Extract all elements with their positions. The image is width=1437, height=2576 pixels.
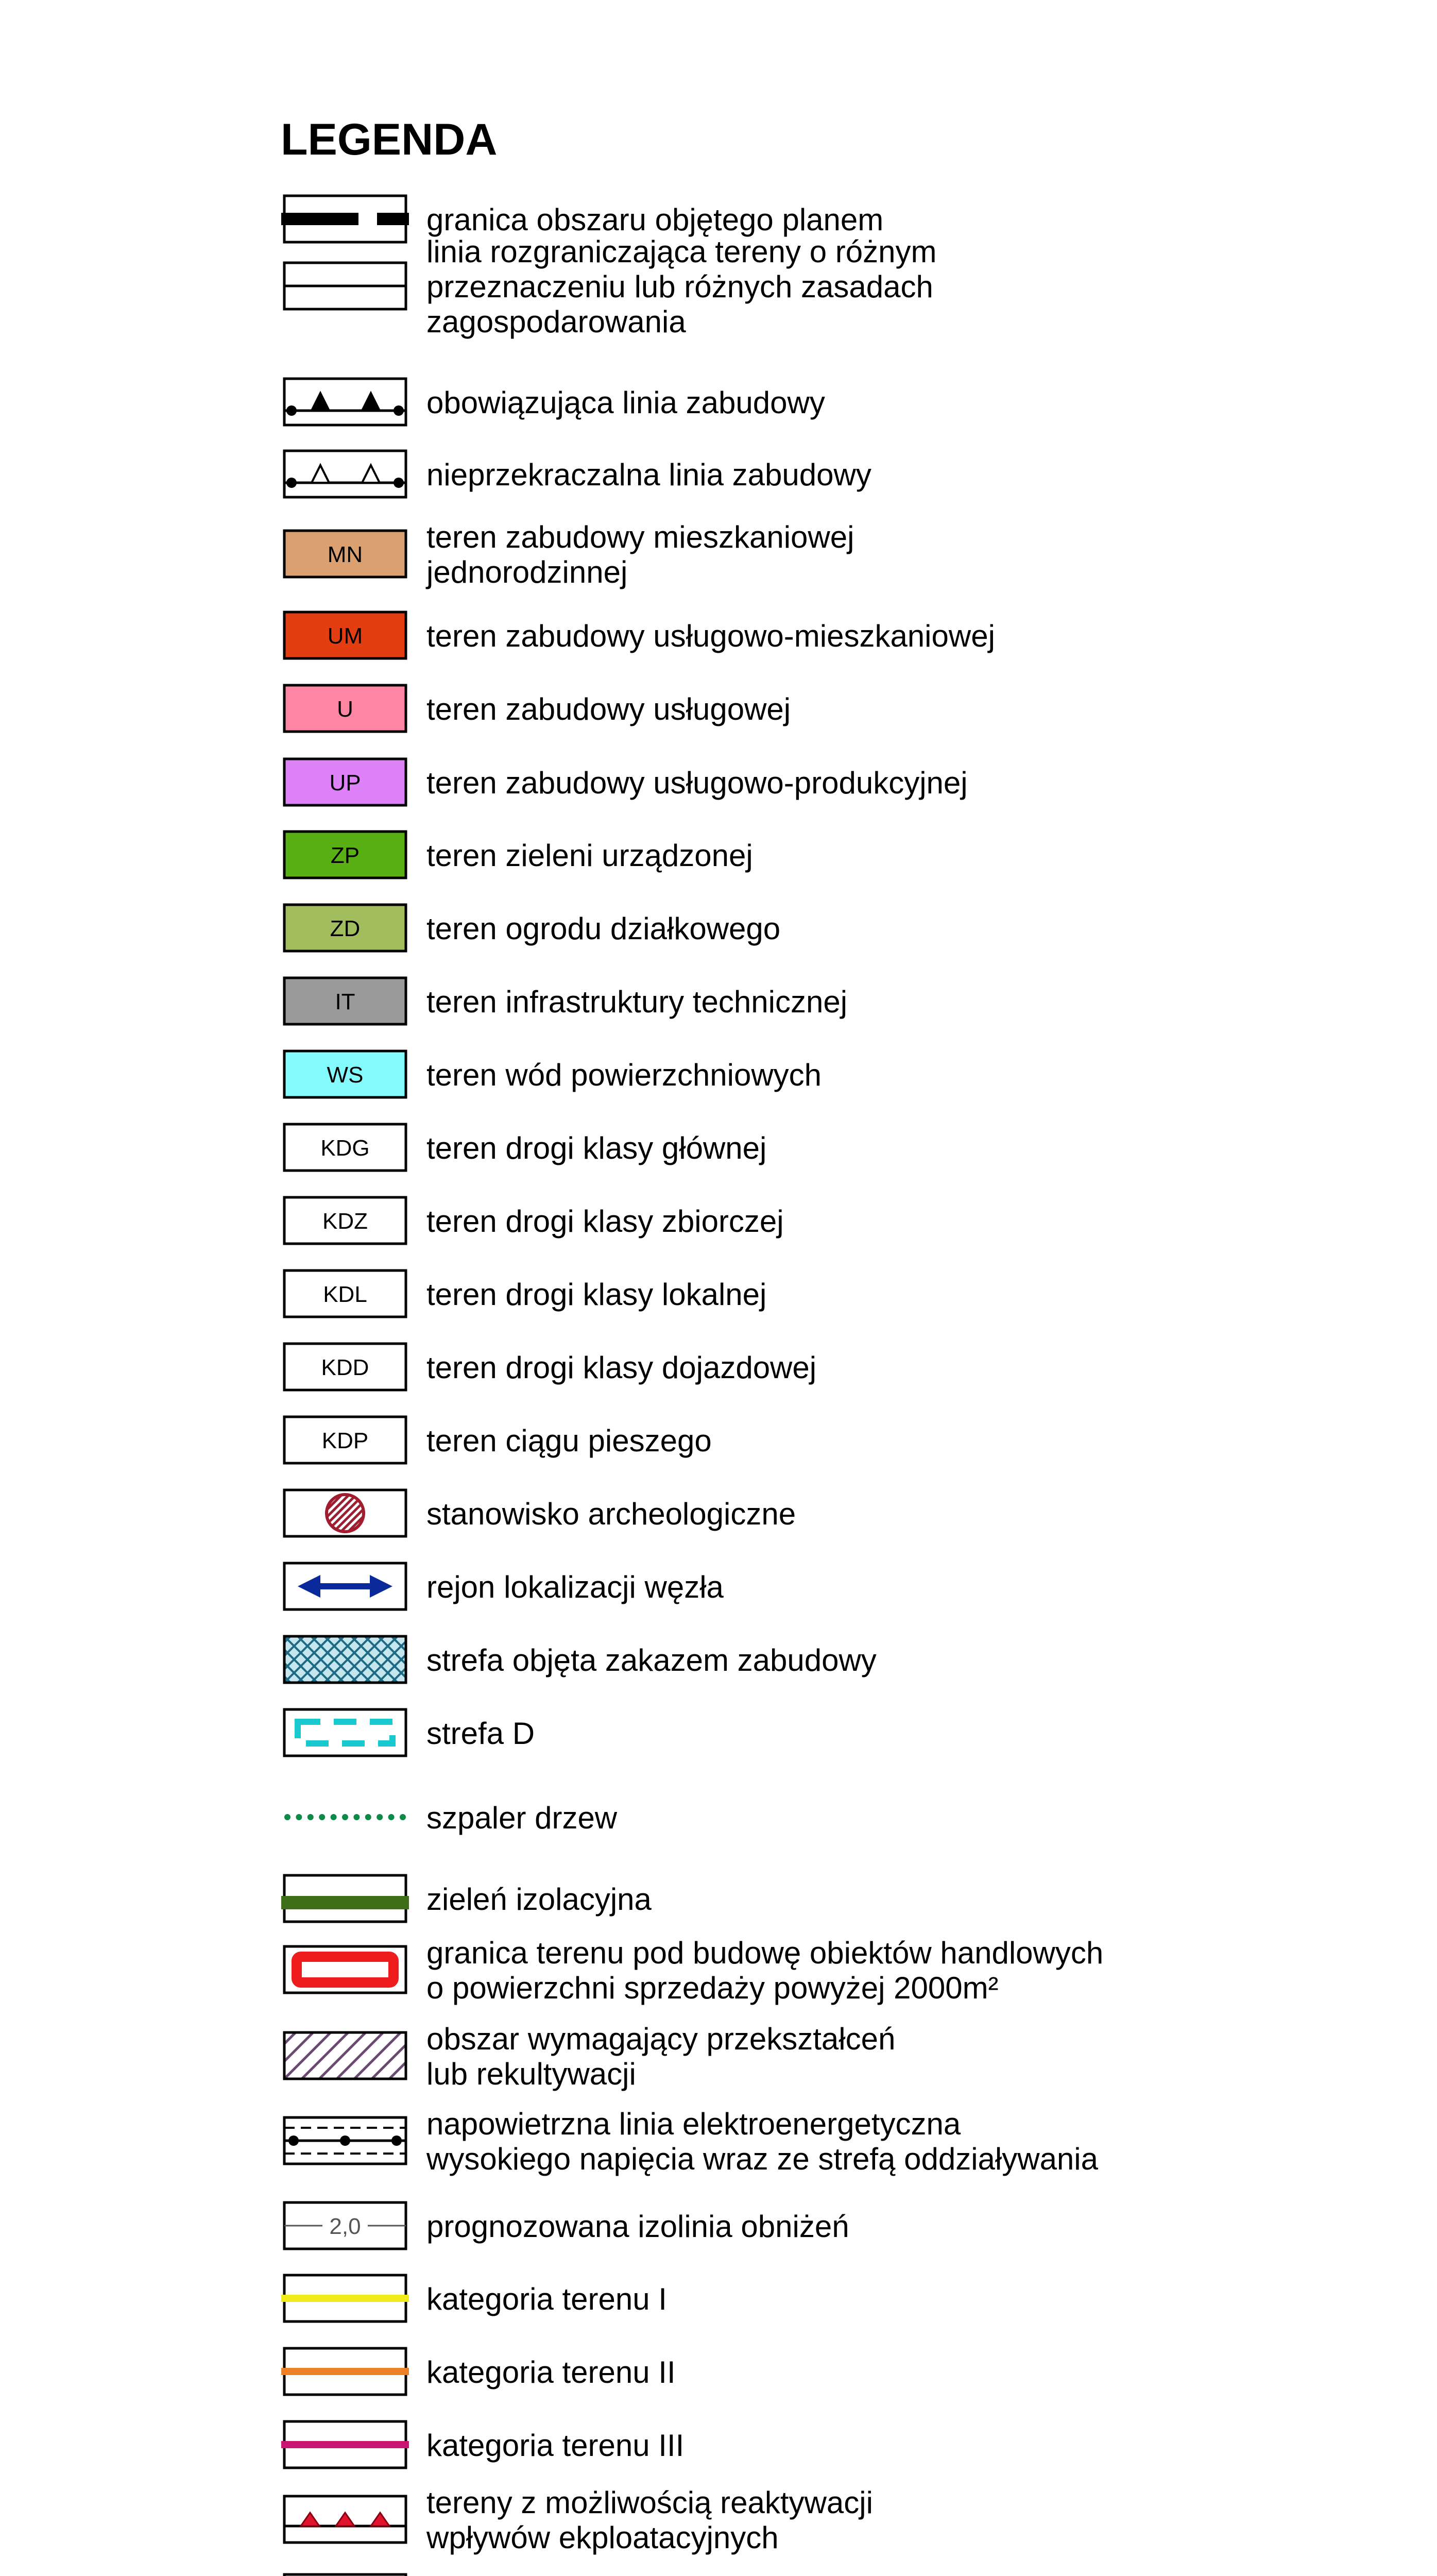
mandatory-building-line-icon [284, 379, 406, 425]
isoline-value-label: 2,0 [329, 2214, 361, 2239]
line-icon [281, 2421, 409, 2468]
legend-item [284, 1124, 766, 1171]
legend-item [284, 1270, 766, 1317]
isoline-icon [284, 2202, 406, 2249]
legend-item [283, 1490, 796, 1536]
legend-label: szpaler drzew [426, 1801, 618, 1835]
legend-label: napowietrzna linia elektroenergetyczna [426, 2107, 961, 2141]
zone-code-label: IT [335, 989, 355, 1014]
legend-label: teren zieleni urządzonej [426, 838, 753, 873]
fill-code-icon [284, 759, 406, 805]
legend-label: teren zabudowy mieszkaniowej [426, 520, 854, 554]
legend-item [281, 1875, 652, 1922]
fill-code-icon [284, 1124, 406, 1171]
line-icon [281, 2348, 409, 2395]
legend-label: rejon lokalizacji węzła [426, 1570, 724, 1604]
zone-code-label: WS [327, 1062, 364, 1088]
legend-label: kategoria terenu II [426, 2355, 676, 2389]
legend-label: granica terenu pod budowę obiektów handlowych [426, 1936, 1104, 1970]
legend-label: teren drogi klasy głównej [426, 1131, 767, 1165]
legend-item [214, 2022, 895, 2091]
legend-item [284, 1936, 1103, 2005]
zone-code-label: UP [329, 770, 361, 795]
legend-item [284, 1344, 816, 1390]
legend-item [284, 234, 936, 339]
archaeological-site-icon [283, 1490, 407, 1536]
legend-label: kategoria terenu III [426, 2428, 685, 2463]
legend-item [281, 2275, 667, 2321]
legend-item [284, 1051, 822, 1097]
legend-label: stanowisko archeologiczne [426, 1497, 796, 1531]
legend-label: nieprzekraczalna linia zabudowy [426, 457, 871, 492]
legend-item [284, 612, 995, 658]
legend-item [284, 685, 791, 732]
legend-item [284, 978, 847, 1024]
legend-item [284, 2485, 873, 2555]
legend-item [284, 905, 780, 951]
legend-label: teren zabudowy usługowej [426, 692, 791, 726]
legend-label: o powierzchni sprzedaży powyżej 2000m² [426, 1971, 999, 2005]
fill-code-icon [284, 612, 406, 658]
legend-item [284, 1417, 712, 1463]
zone-code-label: KDP [321, 1428, 369, 1453]
triangle-line-icon [284, 2496, 406, 2543]
legend-item [284, 1709, 535, 1756]
fill-code-icon [284, 1051, 406, 1097]
legend-item [177, 1636, 877, 1683]
zone-code-label: KDG [320, 1136, 370, 1161]
zone-code-label: KDD [321, 1355, 369, 1380]
legend-label: prognozowana izolinia obniżeń [426, 2209, 849, 2244]
legend-label: wysokiego napięcia wraz ze strefą oddziaływania [426, 2142, 1099, 2176]
legend-item [284, 2107, 1099, 2176]
legend-label: linia rozgraniczająca tereny o różnym [426, 234, 937, 269]
legend-item [284, 1197, 784, 1244]
legend-item [284, 520, 854, 589]
fill-code-icon [284, 978, 406, 1024]
legend-label: teren drogi klasy lokalnej [426, 1277, 767, 1312]
fill-code-icon [284, 1197, 406, 1244]
legend-item [284, 2202, 849, 2249]
legend-item [284, 1563, 724, 1609]
legend-label: kategoria terenu I [426, 2282, 667, 2316]
legend-item [281, 2348, 676, 2395]
fill-code-icon [284, 685, 406, 732]
legend-label: teren zabudowy usługowo-mieszkaniowej [426, 619, 995, 653]
legend-label: zagospodarowania [426, 304, 686, 339]
fill-code-icon [284, 905, 406, 951]
zone-code-label: MN [327, 542, 363, 567]
fill-code-icon [284, 1417, 406, 1463]
legend-label: teren wód powierzchniowych [426, 1058, 822, 1092]
nonexceedable-building-line-icon [284, 451, 406, 497]
fill-code-icon [284, 531, 406, 577]
fill-code-icon [284, 1344, 406, 1390]
legend-label: obszar wymagający przekształceń [426, 2022, 896, 2056]
legend-title: LEGENDA [281, 115, 498, 164]
legend-label: strefa D [426, 1716, 535, 1751]
zone-code-label: U [337, 697, 353, 722]
legend-item [284, 451, 871, 497]
dividing-line-icon [284, 263, 406, 309]
red-outline-icon [284, 1946, 406, 1993]
double-arrow-icon [284, 1563, 406, 1609]
dashed-rect-icon [284, 1709, 406, 1756]
legend-label: tereny z możliwością reaktywacji [426, 2485, 873, 2520]
legend-label: teren drogi klasy dojazdowej [426, 1350, 817, 1385]
zone-code-label: UM [327, 623, 363, 649]
legend-label: granica obszaru objętego planem [426, 202, 884, 237]
legend-label: teren drogi klasy zbiorczej [426, 1204, 784, 1239]
legend-label: teren ciągu pieszego [426, 1423, 712, 1458]
legend-label: teren infrastruktury technicznej [426, 985, 848, 1019]
legend-label: zieleń izolacyjna [426, 1882, 652, 1917]
legend-label: przeznaczeniu lub różnych zasadach [426, 269, 933, 304]
power-line-icon [284, 2117, 406, 2164]
legend-label: obowiązująca linia zabudowy [426, 385, 825, 420]
boundary-dashed-icon [281, 196, 409, 242]
legend-label: jednorodzinnej [426, 555, 628, 589]
legend-item [281, 2421, 684, 2468]
legend-item [284, 379, 825, 425]
zone-code-label: KDZ [322, 1209, 368, 1234]
thick-line-icon [281, 1875, 409, 1922]
legend-items [177, 196, 1103, 2576]
fill-code-icon [284, 1270, 406, 1317]
legend-label: strefa objęta zakazem zabudowy [426, 1643, 877, 1677]
zone-code-label: ZP [330, 843, 360, 868]
zone-code-label: KDL [323, 1282, 367, 1307]
legend-label: lub rekultywacji [426, 2057, 636, 2091]
legend-item [284, 759, 968, 805]
legend-item [284, 1801, 618, 1835]
legend-label: teren zabudowy usługowo-produkcyjnej [426, 766, 968, 800]
legend-label: teren ogrodu działkowego [426, 911, 781, 946]
legend-item [284, 832, 753, 878]
line-icon [281, 2275, 409, 2321]
fill-code-icon [284, 832, 406, 878]
zone-code-label: ZD [330, 916, 361, 941]
legend-label: wpływów ekploatacyjnych [426, 2520, 779, 2555]
dotted-line-icon [284, 1814, 406, 1820]
